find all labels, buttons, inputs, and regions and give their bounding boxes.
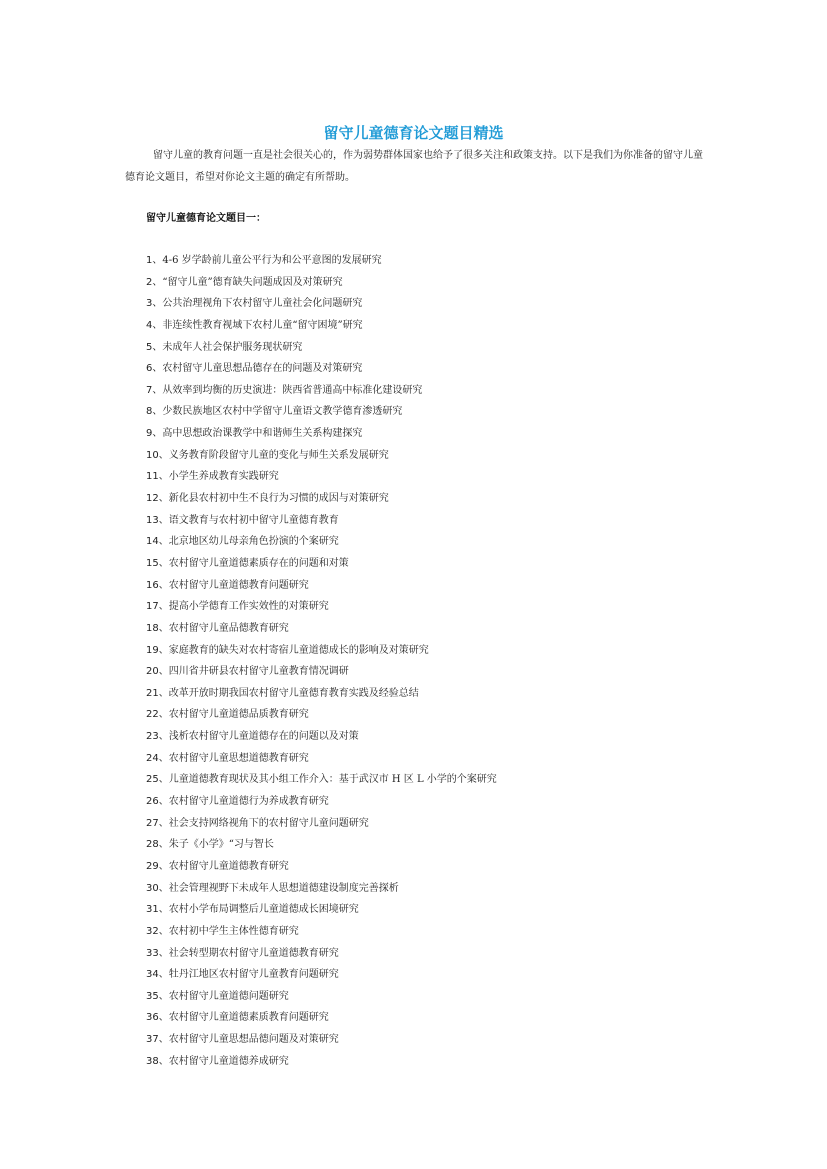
list-item	[146, 856, 497, 878]
list-item	[146, 401, 497, 423]
list-item-number: 25、	[146, 774, 169, 786]
list-item-text: 浅析农村留守儿童道德存在的问题以及对策	[168, 731, 359, 743]
list-item	[146, 531, 497, 553]
list-item-number: 28、	[146, 839, 169, 851]
list-item-number: 31、	[146, 904, 169, 916]
list-item-number: 20、	[146, 666, 169, 678]
list-item-text: 从效率到均衡的历史演进：陕西省普通高中标准化建设研究	[162, 384, 423, 396]
list-item-number: 10、	[146, 449, 169, 461]
list-item-number: 13、	[146, 514, 169, 526]
list-item	[146, 618, 497, 640]
list-item	[146, 380, 497, 402]
list-item-text: 农村留守儿童道德行为养成教育研究	[168, 796, 329, 808]
list-item	[146, 358, 497, 380]
list-item-text: 农村留守儿童道德素质存在的问题和对策	[168, 557, 349, 569]
list-item	[146, 1007, 497, 1029]
list-item	[146, 250, 497, 272]
list-item	[146, 640, 497, 662]
list-item-number: 6、	[146, 363, 163, 375]
list-item-number: 32、	[146, 925, 169, 937]
list-item-text: 语文教育与农村初中留守儿童德育教育	[168, 514, 339, 526]
list-item	[146, 748, 497, 770]
list-item-text: “留守儿童”德育缺失问题成因及对策研究	[162, 276, 343, 288]
list-item-number: 29、	[146, 860, 169, 872]
list-item-number: 8、	[146, 406, 163, 418]
list-item	[146, 1029, 497, 1051]
list-item-text: 新化县农村初中生不良行为习惯的成因与对策研究	[168, 493, 389, 505]
list-item-text: 农村留守儿童道德教育研究	[168, 860, 289, 872]
list-item	[146, 704, 497, 726]
list-item-text: 义务教育阶段留守儿童的变化与师生关系发展研究	[168, 449, 389, 461]
document-title: 留守儿童德育论文题目精选	[323, 124, 504, 142]
list-item-number: 36、	[146, 1012, 169, 1024]
list-item-text: 农村留守儿童思想道德教育研究	[168, 752, 309, 764]
list-item	[146, 315, 497, 337]
list-item-text: 社会管理视野下未成年人思想道德建设制度完善探析	[168, 882, 399, 894]
list-item-number: 17、	[146, 601, 169, 613]
list-item-number: 12、	[146, 493, 169, 505]
list-item-number: 23、	[146, 731, 169, 743]
list-item	[146, 596, 497, 618]
list-item-number: 11、	[146, 471, 169, 483]
list-item-text: 小学生养成教育实践研究	[168, 471, 279, 483]
list-item-text: 未成年人社会保护服务现状研究	[162, 341, 303, 353]
list-item	[146, 683, 497, 705]
section-heading: 留守儿童德育论文题目一：	[146, 213, 266, 224]
list-item	[146, 445, 497, 467]
list-item	[146, 726, 497, 748]
list-item	[146, 878, 497, 900]
list-item-text: 儿童道德教育现状及其小组工作介入：基于武汉市 H 区 L 小学的个案研究	[168, 774, 497, 786]
list-item-number: 16、	[146, 579, 169, 591]
list-item-number: 15、	[146, 557, 169, 569]
list-item	[146, 769, 497, 791]
list-item	[146, 488, 497, 510]
list-item-text: 家庭教育的缺失对农村寄宿儿童道德成长的影响及对策研究	[168, 644, 429, 656]
list-item-text: 农村留守儿童思想品德存在的问题及对策研究	[162, 363, 363, 375]
list-item	[146, 661, 497, 683]
list-item-text: 四川省井研县农村留守儿童教育情况调研	[168, 666, 349, 678]
list-item-number: 18、	[146, 622, 169, 634]
list-item	[146, 466, 497, 488]
list-item-text: 农村留守儿童道德问题研究	[168, 990, 289, 1002]
list-item-text: 提高小学德育工作实效性的对策研究	[168, 601, 329, 613]
list-item	[146, 1051, 497, 1073]
list-item-number: 4、	[146, 319, 163, 331]
intro-paragraph: 留守儿童的教育问题一直是社会很关心的，作为弱势群体国家也给予了很多关注和政策支持。以下是我们为你准备的留守儿童德育论文题目，希望对你论文主题的确定有所帮助。	[125, 150, 703, 183]
list-item-number: 19、	[146, 644, 169, 656]
list-item-text: 少数民族地区农村中学留守儿童语文教学德育渗透研究	[162, 406, 403, 418]
topic-list	[146, 250, 497, 1072]
list-item-text: 北京地区幼儿母亲角色扮演的个案研究	[168, 536, 339, 548]
list-item-number: 34、	[146, 969, 169, 981]
list-item-text: 农村留守儿童道德素质教育问题研究	[168, 1012, 329, 1024]
list-item-text: 农村留守儿童道德养成研究	[168, 1055, 289, 1067]
list-item-text: 农村留守儿童道德品质教育研究	[168, 709, 309, 721]
list-item-number: 26、	[146, 796, 169, 808]
list-item-text: 高中思想政治课教学中和谐师生关系构建探究	[162, 428, 363, 440]
list-item	[146, 964, 497, 986]
list-item-number: 3、	[146, 298, 163, 310]
list-item-text: 社会转型期农村留守儿童道德教育研究	[168, 947, 339, 959]
list-item	[146, 510, 497, 532]
list-item-number: 2、	[146, 276, 163, 288]
list-item-text: 改革开放时期我国农村留守儿童德育教育实践及经验总结	[168, 687, 419, 699]
list-item-text: 农村留守儿童品德教育研究	[168, 622, 289, 634]
list-item-number: 33、	[146, 947, 169, 959]
list-item-text: 农村小学布局调整后儿童道德成长困境研究	[168, 904, 359, 916]
list-item	[146, 986, 497, 1008]
list-item-number: 35、	[146, 990, 169, 1002]
list-item-number: 21、	[146, 687, 169, 699]
list-item-number: 1、	[146, 255, 163, 266]
list-item	[146, 791, 497, 813]
list-item	[146, 423, 497, 445]
list-item-text: 4-6 岁学龄前儿童公平行为和公平意图的发展研究	[162, 255, 382, 266]
list-item-number: 37、	[146, 1034, 169, 1046]
list-item-text: 非连续性教育视域下农村儿童“留守困境”研究	[162, 319, 363, 331]
list-item	[146, 834, 497, 856]
list-item-number: 22、	[146, 709, 169, 721]
list-item-text: 牡丹江地区农村留守儿童教育问题研究	[168, 969, 339, 981]
list-item-number: 14、	[146, 536, 169, 548]
list-item-number: 5、	[146, 341, 163, 353]
list-item-number: 38、	[146, 1055, 169, 1067]
list-item-text: 农村留守儿童道德教育问题研究	[168, 579, 309, 591]
list-item-text: 农村留守儿童思想品德问题及对策研究	[168, 1034, 339, 1046]
list-item	[146, 337, 497, 359]
list-item	[146, 813, 497, 835]
list-item	[146, 943, 497, 965]
list-item-text: 朱子《小学》“习与智长	[168, 839, 274, 851]
list-item	[146, 921, 497, 943]
list-item	[146, 899, 497, 921]
list-item	[146, 293, 497, 315]
list-item-text: 公共治理视角下农村留守儿童社会化问题研究	[162, 298, 363, 310]
list-item	[146, 553, 497, 575]
list-item	[146, 272, 497, 294]
list-item	[146, 575, 497, 597]
list-item-text: 农村初中学生主体性德育研究	[168, 925, 299, 937]
list-item-number: 30、	[146, 882, 169, 894]
list-item-number: 9、	[146, 428, 163, 440]
list-item-number: 7、	[146, 384, 163, 396]
list-item-number: 27、	[146, 817, 169, 829]
list-item-text: 社会支持网络视角下的农村留守儿童问题研究	[168, 817, 369, 829]
list-item-number: 24、	[146, 752, 169, 764]
